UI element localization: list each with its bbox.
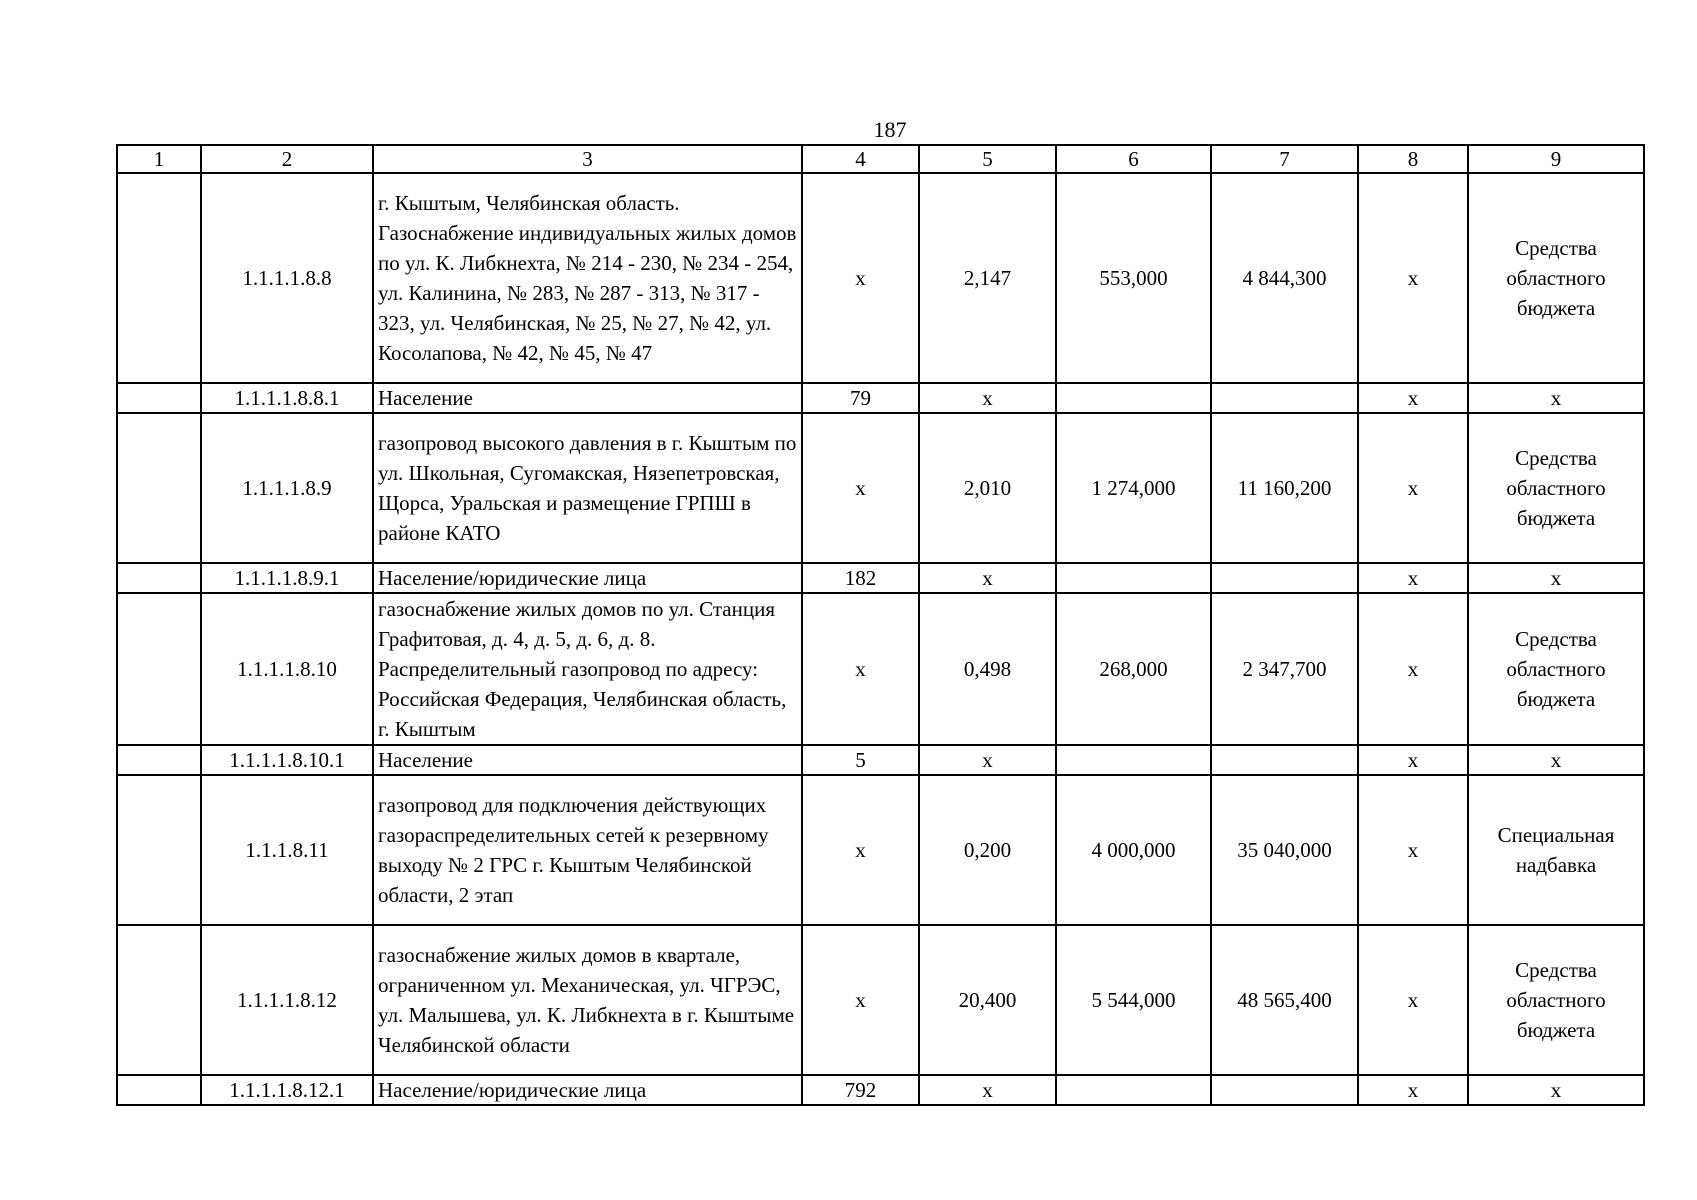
column-header: 9	[1468, 145, 1644, 173]
cell-col4: 182	[802, 563, 919, 593]
cell-description: Население	[373, 745, 802, 775]
cell-index	[117, 925, 201, 1075]
cell-description: Население/юридические лица	[373, 1075, 802, 1105]
cell-col6: 5 544,000	[1056, 925, 1211, 1075]
cell-code: 1.1.1.1.8.8.1	[201, 383, 373, 413]
cell-col8: х	[1358, 1075, 1468, 1105]
table-row	[117, 745, 1644, 775]
cell-source: Средства областного бюджета	[1468, 173, 1644, 383]
cell-col4: х	[802, 593, 919, 745]
cell-col5: 0,498	[919, 593, 1056, 745]
cell-col7	[1211, 745, 1358, 775]
table-row	[117, 563, 1644, 593]
cell-col4: х	[802, 173, 919, 383]
column-header: 3	[373, 145, 802, 173]
cell-source: х	[1468, 383, 1644, 413]
column-header: 2	[201, 145, 373, 173]
table-row	[117, 413, 1644, 563]
cell-source: Средства областного бюджета	[1468, 925, 1644, 1075]
cell-col6: 4 000,000	[1056, 775, 1211, 925]
cell-col6	[1056, 383, 1211, 413]
cell-index	[117, 775, 201, 925]
cell-source: Средства областного бюджета	[1468, 593, 1644, 745]
cell-col7: 48 565,400	[1211, 925, 1358, 1075]
cell-source: Средства областного бюджета	[1468, 413, 1644, 563]
cell-col7: 35 040,000	[1211, 775, 1358, 925]
cell-col7	[1211, 1075, 1358, 1105]
cell-col6: 268,000	[1056, 593, 1211, 745]
cell-index	[117, 173, 201, 383]
cell-index	[117, 745, 201, 775]
cell-col7: 2 347,700	[1211, 593, 1358, 745]
cell-col6: 553,000	[1056, 173, 1211, 383]
cell-col8: х	[1358, 925, 1468, 1075]
cell-col5: х	[919, 383, 1056, 413]
table-row	[117, 593, 1644, 745]
cell-col6: 1 274,000	[1056, 413, 1211, 563]
cell-col8: х	[1358, 745, 1468, 775]
cell-description: г. Кыштым, Челябинская область. Газоснабжение индивидуальных жилых домов по ул. К. Либкнехта, № 214 - 230, № 234 - 254, ул. Калинина, № 283, № 287 - 313, № 317 - 323, ул. Челябинская, № 25, № 27, № 42, ул. Косолапова, № 42, № 45, № 47	[373, 173, 802, 383]
cell-code: 1.1.1.1.8.10	[201, 593, 373, 745]
cell-source: х	[1468, 1075, 1644, 1105]
cell-col7: 11 160,200	[1211, 413, 1358, 563]
cell-col8: х	[1358, 383, 1468, 413]
cell-col5: 2,010	[919, 413, 1056, 563]
page-number: 187	[873, 117, 907, 142]
cell-index	[117, 1075, 201, 1105]
cell-code: 1.1.1.8.11	[201, 775, 373, 925]
cell-col7: 4 844,300	[1211, 173, 1358, 383]
cell-col4: 79	[802, 383, 919, 413]
cell-col4: 5	[802, 745, 919, 775]
cell-col8: х	[1358, 593, 1468, 745]
cell-description: газопровод для подключения действующих газораспределительных сетей к резервному выходу № 2 ГРС г. Кыштым Челябинской области, 2 этап	[373, 775, 802, 925]
cell-col6	[1056, 1075, 1211, 1105]
cell-index	[117, 593, 201, 745]
cell-source: х	[1468, 563, 1644, 593]
cell-col4: х	[802, 413, 919, 563]
table-row	[117, 925, 1644, 1075]
cell-code: 1.1.1.1.8.8	[201, 173, 373, 383]
cell-col6	[1056, 745, 1211, 775]
column-header: 7	[1211, 145, 1358, 173]
cell-col7	[1211, 563, 1358, 593]
cell-code: 1.1.1.1.8.10.1	[201, 745, 373, 775]
cell-source: Специальная надбавка	[1468, 775, 1644, 925]
cell-description: газопровод высокого давления в г. Кыштым по ул. Школьная, Сугомакская, Нязепетровская, Щорса, Уральская и размещение ГРПШ в районе КАТО	[373, 413, 802, 563]
cell-col5: 20,400	[919, 925, 1056, 1075]
cell-col8: х	[1358, 775, 1468, 925]
cell-col5: 2,147	[919, 173, 1056, 383]
cell-code: 1.1.1.1.8.9	[201, 413, 373, 563]
cell-col5: х	[919, 563, 1056, 593]
table-row	[117, 1075, 1644, 1105]
cell-source: х	[1468, 745, 1644, 775]
cell-index	[117, 563, 201, 593]
cell-col5: х	[919, 745, 1056, 775]
cell-col5: х	[919, 1075, 1056, 1105]
cell-description: Население/юридические лица	[373, 563, 802, 593]
cell-description: газоснабжение жилых домов в квартале, ограниченном ул. Механическая, ул. ЧГРЭС, ул. Малышева, ул. К. Либкнехта в г. Кыштыме Челябинской области	[373, 925, 802, 1075]
cell-col8: х	[1358, 173, 1468, 383]
cell-col4: х	[802, 775, 919, 925]
cell-col5: 0,200	[919, 775, 1056, 925]
cell-description: газоснабжение жилых домов по ул. Станция Графитовая, д. 4, д. 5, д. 6, д. 8. Распределительный газопровод по адресу: Российская Федерация, Челябинская область, г. Кыштым	[373, 593, 802, 745]
column-header: 4	[802, 145, 919, 173]
cell-code: 1.1.1.1.8.12.1	[201, 1075, 373, 1105]
column-header: 8	[1358, 145, 1468, 173]
column-header: 1	[117, 145, 201, 173]
cell-col4: 792	[802, 1075, 919, 1105]
cell-col8: х	[1358, 413, 1468, 563]
table-row	[117, 383, 1644, 413]
cell-col6	[1056, 563, 1211, 593]
column-header: 6	[1056, 145, 1211, 173]
cell-index	[117, 383, 201, 413]
cell-index	[117, 413, 201, 563]
cell-code: 1.1.1.1.8.9.1	[201, 563, 373, 593]
table-row	[117, 775, 1644, 925]
cell-col4: х	[802, 925, 919, 1075]
cell-code: 1.1.1.1.8.12	[201, 925, 373, 1075]
header-row	[117, 145, 1644, 173]
data-table	[116, 144, 1645, 1106]
column-header: 5	[919, 145, 1056, 173]
table-row	[117, 173, 1644, 383]
cell-description: Население	[373, 383, 802, 413]
cell-col7	[1211, 383, 1358, 413]
cell-col8: х	[1358, 563, 1468, 593]
